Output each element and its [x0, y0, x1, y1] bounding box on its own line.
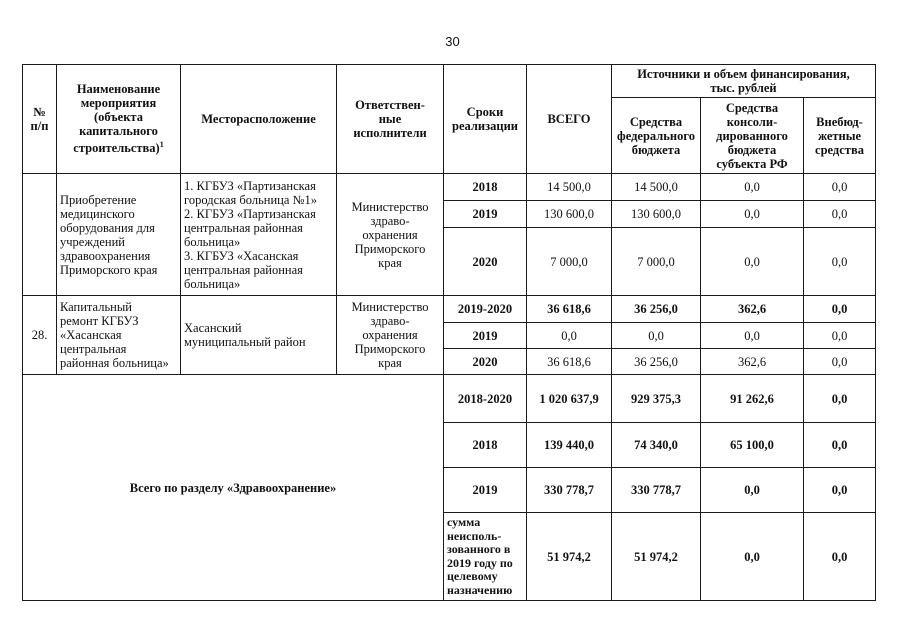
- header-extrabudget: Внебюд- жетные средства: [803, 97, 876, 174]
- item2-row3-federal: 36 256,0: [611, 348, 701, 375]
- item1-row1-period: 2018: [443, 173, 527, 201]
- summary-row1-federal: 929 375,3: [611, 374, 701, 423]
- item1-name: Приобретение медицинского оборудования для учреждений здравоохранения Приморского края: [56, 173, 181, 296]
- item2-row2-period: 2019: [443, 322, 527, 349]
- item2-row1-total: 36 618,6: [526, 295, 612, 323]
- item2-num: 28.: [22, 295, 57, 375]
- summary-row1-period: 2018-2020: [443, 374, 527, 423]
- summary-row2-federal: 74 340,0: [611, 422, 701, 468]
- item2-row2-federal: 0,0: [611, 322, 701, 349]
- summary-row3-federal: 330 778,7: [611, 467, 701, 513]
- page-number: 30: [445, 34, 460, 49]
- header-total: ВСЕГО: [526, 64, 612, 174]
- header-location: Месторасположение: [180, 64, 337, 174]
- summary-row4-total: 51 974,2: [526, 512, 612, 601]
- summary-row4-extrabudget: 0,0: [803, 512, 876, 601]
- item2-row3-extrabudget: 0,0: [803, 348, 876, 375]
- summary-row3-total: 330 778,7: [526, 467, 612, 513]
- summary-row2-total: 139 440,0: [526, 422, 612, 468]
- header-responsible: Ответствен- ные исполнители: [336, 64, 444, 174]
- item2-row1-federal: 36 256,0: [611, 295, 701, 323]
- item1-row2-federal: 130 600,0: [611, 200, 701, 228]
- item1-row2-period: 2019: [443, 200, 527, 228]
- item2-name: Капитальный ремонт КГБУЗ «Хасанская центральная районная больница»: [56, 295, 181, 375]
- header-name: [56, 64, 181, 174]
- item2-row3-period: 2020: [443, 348, 527, 375]
- item1-responsible: Министерство здраво- охранения Приморского края: [336, 173, 444, 296]
- summary-label: Всего по разделу «Здравоохранение»: [22, 374, 444, 601]
- item1-row3-extrabudget: 0,0: [803, 227, 876, 296]
- summary-row3-period: 2019: [443, 467, 527, 513]
- item2-row2-extrabudget: 0,0: [803, 322, 876, 349]
- summary-row4-period: сумма неисполь- зованного в 2019 году по целевому назначению: [443, 512, 527, 601]
- item1-row3-consolidated: 0,0: [700, 227, 804, 296]
- summary-row1-total: 1 020 637,9: [526, 374, 612, 423]
- header-num: № п/п: [22, 64, 57, 174]
- summary-row3-extrabudget: 0,0: [803, 467, 876, 513]
- header-name-text: Наименование мероприятия (объекта капитального строительства): [73, 82, 161, 156]
- item2-row3-total: 36 618,6: [526, 348, 612, 375]
- header-sources: Источники и объем финансирования, тыс. рублей: [611, 64, 876, 98]
- summary-row4-consolidated: 0,0: [700, 512, 804, 601]
- item2-row1-extrabudget: 0,0: [803, 295, 876, 323]
- item1-row3-period: 2020: [443, 227, 527, 296]
- item1-row1-extrabudget: 0,0: [803, 173, 876, 201]
- header-federal: Средства федерального бюджета: [611, 97, 701, 174]
- item1-row2-total: 130 600,0: [526, 200, 612, 228]
- header-name-footnote: 1: [159, 140, 164, 150]
- item1-location: 1. КГБУЗ «Партизанская городская больница №1» 2. КГБУЗ «Партизанская центральная районная больница» 3. КГБУЗ «Хасанская центральная районная больница»: [180, 173, 337, 296]
- summary-row2-period: 2018: [443, 422, 527, 468]
- summary-row1-consolidated: 91 262,6: [700, 374, 804, 423]
- item2-row2-total: 0,0: [526, 322, 612, 349]
- item1-row3-federal: 7 000,0: [611, 227, 701, 296]
- item1-row2-extrabudget: 0,0: [803, 200, 876, 228]
- item2-row1-consolidated: 362,6: [700, 295, 804, 323]
- summary-row1-extrabudget: 0,0: [803, 374, 876, 423]
- item1-row1-consolidated: 0,0: [700, 173, 804, 201]
- item1-row2-consolidated: 0,0: [700, 200, 804, 228]
- item1-row1-federal: 14 500,0: [611, 173, 701, 201]
- summary-row2-extrabudget: 0,0: [803, 422, 876, 468]
- item2-row3-consolidated: 362,6: [700, 348, 804, 375]
- summary-row4-federal: 51 974,2: [611, 512, 701, 601]
- item1-row1-total: 14 500,0: [526, 173, 612, 201]
- summary-row2-consolidated: 65 100,0: [700, 422, 804, 468]
- item1-row3-total: 7 000,0: [526, 227, 612, 296]
- item2-row1-period: 2019-2020: [443, 295, 527, 323]
- item2-row2-consolidated: 0,0: [700, 322, 804, 349]
- item2-responsible: Министерство здраво- охранения Приморского края: [336, 295, 444, 375]
- summary-row3-consolidated: 0,0: [700, 467, 804, 513]
- header-period: Сроки реализации: [443, 64, 527, 174]
- header-consolidated: Средства консоли- дированного бюджета субъекта РФ: [700, 97, 804, 174]
- item2-location: Хасанский муниципальный район: [180, 295, 337, 375]
- item1-num: [22, 173, 57, 296]
